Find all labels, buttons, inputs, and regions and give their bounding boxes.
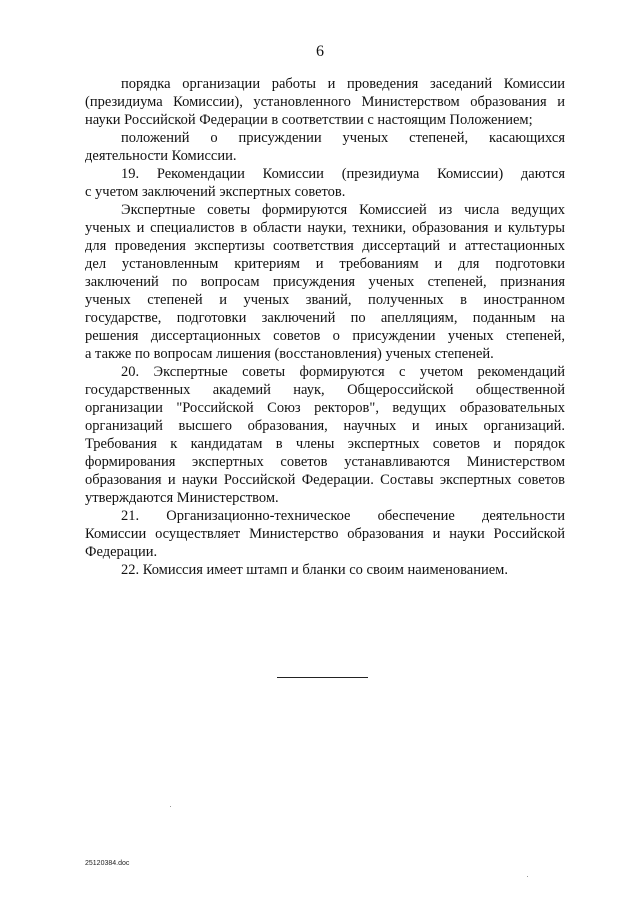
text-line: а также по вопросам лишения (восстановления) ученых степеней. [85, 346, 494, 362]
text-line: Федерации. [85, 544, 158, 560]
text-line: деятельности Комиссии. [85, 148, 237, 164]
text-line: дел установленным критериям и требованиям и для подготовки [85, 256, 565, 272]
text-line: Комиссии осуществляет Министерство образования и науки Российской [85, 526, 565, 542]
text-line: (президиума Комиссии), установленного Министерством образования и [85, 94, 565, 110]
paragraph [85, 363, 565, 507]
paragraph [85, 201, 565, 363]
text-line: заключений по вопросам присуждения ученых степеней, признания [85, 274, 565, 290]
paragraph [85, 75, 565, 129]
text-line: организаций высшего образования, научных и иных организаций. [85, 418, 565, 434]
text-line: государственных академий наук, Общероссийской общественной [85, 382, 565, 398]
text-line: 21. Организационно-техническое обеспечение деятельности [121, 508, 565, 524]
text-line: положений о присуждении ученых степеней, касающихся [121, 130, 565, 146]
text-line: образования и науки Российской Федерации. Составы экспертных советов [85, 472, 565, 488]
text-line: формирования экспертных советов устанавливаются Министерством [85, 454, 565, 470]
text-line: науки Российской Федерации в соответствии с настоящим Положением; [85, 112, 533, 128]
text-line: решения диссертационных советов о присуждении ученых степеней, [85, 328, 565, 344]
text-line: ученых степеней и ученых званий, полученных в иностранном [85, 292, 565, 308]
page-number: 6 [316, 43, 324, 60]
end-divider [277, 677, 368, 678]
paragraph [85, 165, 565, 201]
text-line: Экспертные советы формируются Комиссией из числа ведущих [121, 202, 565, 218]
text-line: с учетом заключений экспертных советов. [85, 184, 346, 200]
text-line: организации "Российской Союз ректоров", ведущих образовательных [85, 400, 565, 416]
paragraph [85, 129, 565, 165]
scan-speck [527, 876, 528, 877]
text-line: Требования к кандидатам в члены экспертных советов и порядок [85, 436, 565, 452]
text-line: порядка организации работы и проведения заседаний Комиссии [121, 76, 565, 92]
footer-document-code: 25120384.doc [85, 860, 130, 867]
paragraph [85, 561, 565, 579]
text-line: государстве, подготовки заключений по апелляциям, поданным на [85, 310, 565, 326]
text-line: 22. Комиссия имеет штамп и бланки со своим наименованием. [121, 562, 508, 578]
text-line: ученых и специалистов в области науки, техники, образования и культуры [85, 220, 565, 236]
document-body [85, 75, 565, 579]
text-line: 20. Экспертные советы формируются с учетом рекомендаций [121, 364, 565, 380]
text-line: утверждаются Министерством. [85, 490, 279, 506]
scan-speck [170, 806, 171, 807]
text-line: для проведения экспертизы соответствия диссертаций и аттестационных [85, 238, 565, 254]
paragraph [85, 507, 565, 561]
text-line: 19. Рекомендации Комиссии (президиума Комиссии) даются [121, 166, 565, 182]
